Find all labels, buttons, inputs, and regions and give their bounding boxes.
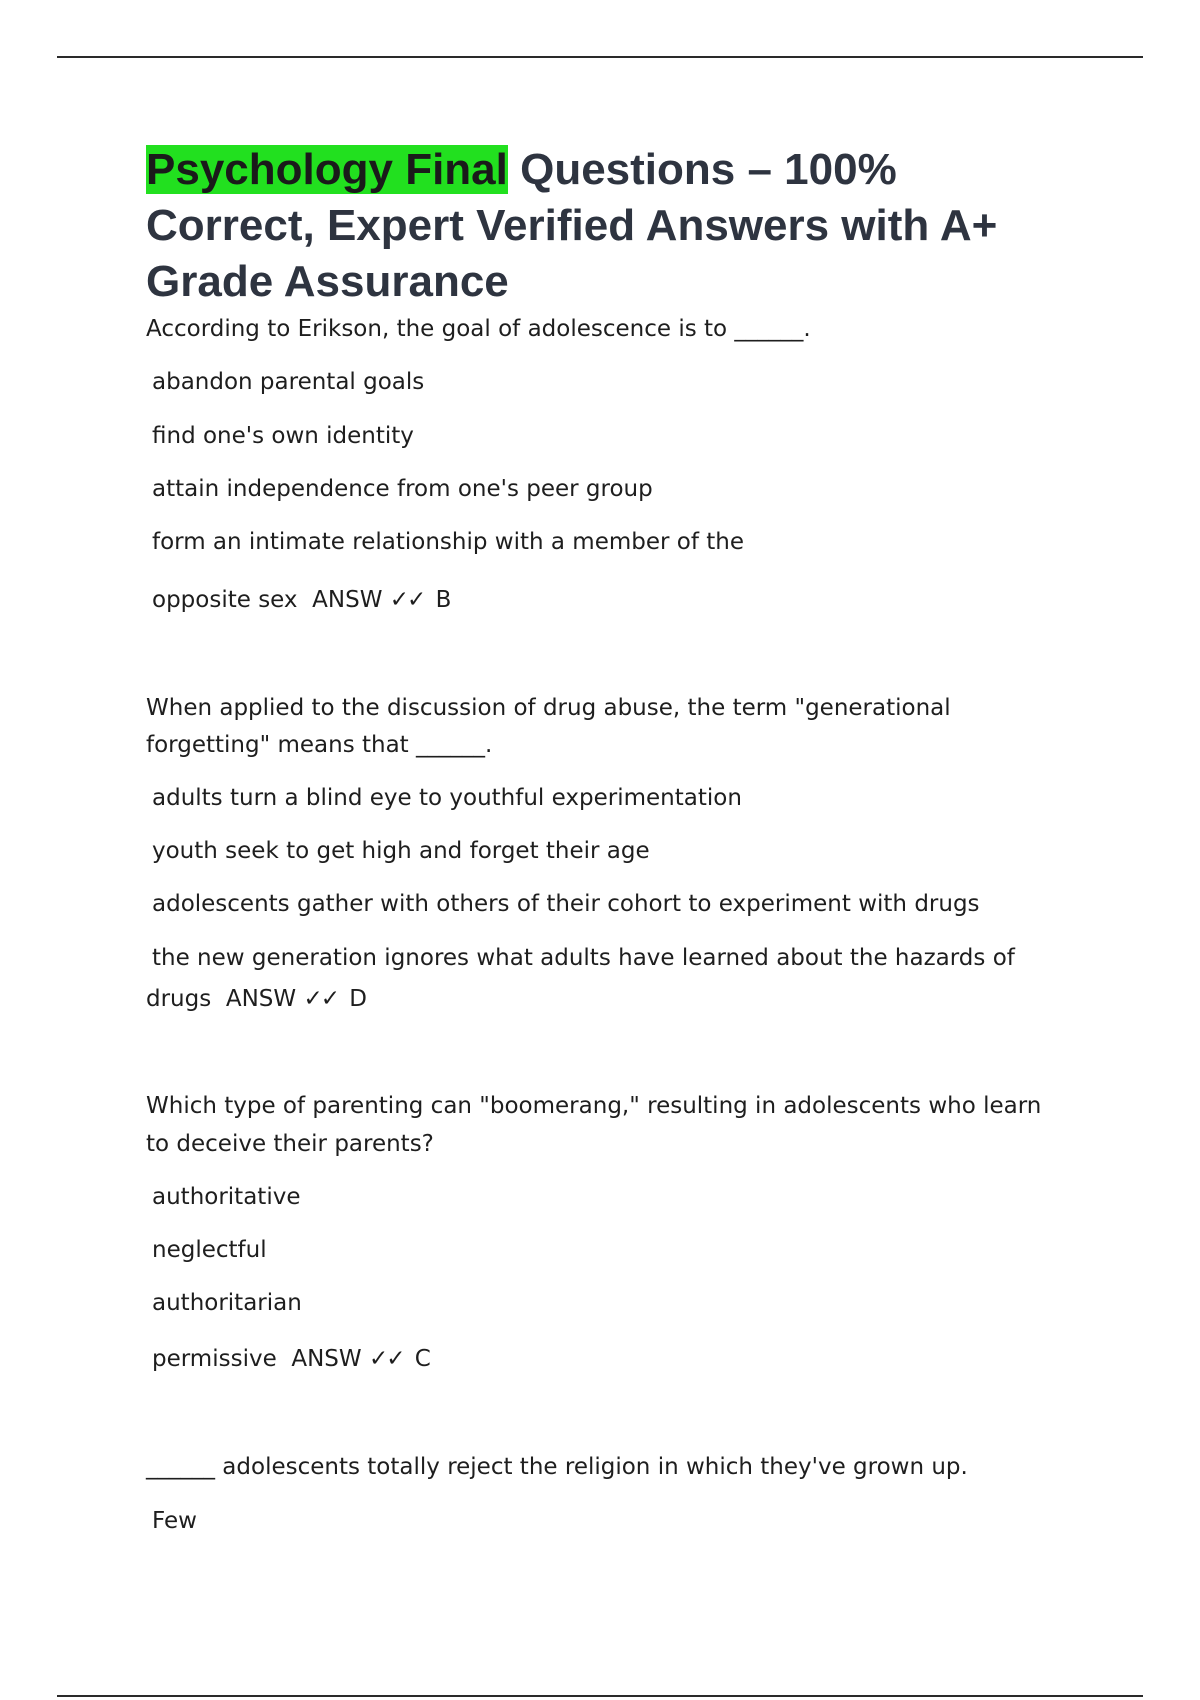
document-title (146, 142, 1076, 310)
title-highlight: Psychology Final (146, 145, 508, 194)
double-check-icon: ✓✓ (368, 1346, 404, 1372)
question-2-prompt-line-2: forgetting" means that ______. (146, 732, 493, 758)
question-1-option-b: find one's own identity (152, 423, 414, 449)
question-2-prompt-line-1: When applied to the discussion of drug abuse, the term "generational (146, 695, 951, 721)
answer-label: ANSW (225, 986, 297, 1012)
question-4-prompt: ______ adolescents totally reject the religion in which they've grown up. (146, 1454, 968, 1480)
question-3-answer-line (152, 1343, 431, 1375)
question-3-option-b: neglectful (152, 1237, 267, 1263)
question-2-option-c: adolescents gather with others of their cohort to experiment with drugs (152, 891, 980, 917)
bottom-divider (57, 1695, 1143, 1697)
question-1-option-d-cont: opposite sex (152, 587, 298, 613)
answer-label: ANSW (291, 1346, 362, 1372)
question-2-answer-line (146, 983, 367, 1015)
question-2-option-a: adults turn a blind eye to youthful experimentation (152, 785, 742, 811)
double-check-icon: ✓✓ (389, 587, 425, 613)
answer-letter: C (414, 1346, 431, 1372)
question-3-option-d: permissive (152, 1346, 277, 1372)
question-2-option-b: youth seek to get high and forget their age (152, 838, 650, 864)
question-1-prompt: According to Erikson, the goal of adolescence is to ______. (146, 316, 811, 342)
question-3-prompt-line-1: Which type of parenting can "boomerang," resulting in adolescents who learn (146, 1093, 1042, 1119)
question-3-option-a: authoritative (152, 1184, 301, 1210)
double-check-icon: ✓✓ (303, 986, 338, 1012)
question-4-option-a: Few (152, 1508, 197, 1534)
question-1-answer-line (152, 584, 451, 616)
answer-label: ANSW (312, 587, 383, 613)
answer-letter: D (349, 986, 368, 1012)
question-1-option-c: attain independence from one's peer group (152, 476, 653, 502)
answer-letter: B (435, 587, 452, 613)
question-2-option-d: the new generation ignores what adults have learned about the hazards of (152, 945, 1015, 971)
question-2-option-d-cont: drugs (146, 986, 212, 1012)
top-divider (57, 56, 1143, 58)
question-3-prompt-line-2: to deceive their parents? (146, 1131, 434, 1157)
title-rest: Questions – 100% Correct, Expert Verified Answers with A+ Grade Assurance (146, 145, 998, 306)
question-3-option-c: authoritarian (152, 1290, 302, 1316)
question-1-option-d: form an intimate relationship with a member of the (152, 529, 744, 555)
question-1-option-a: abandon parental goals (152, 369, 425, 395)
